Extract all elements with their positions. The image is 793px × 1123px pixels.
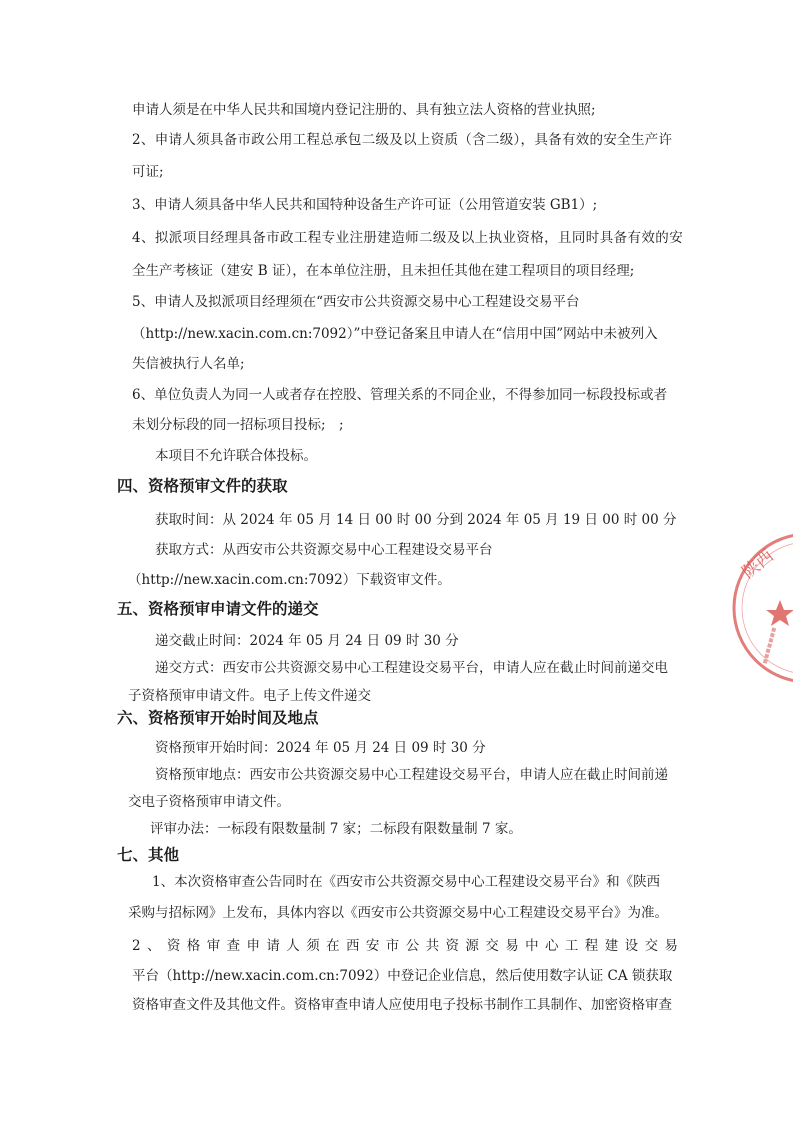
text-line-6: 全生产考核证（建安 B 证），在本单位注册，且未担任其他在建工程项目的项目经理; <box>132 263 635 279</box>
seal-number-mark: ▪▪▪▪▪▪▪ <box>759 625 779 665</box>
section-7-line-1: 1、本次资格审查公告同时在《西安市公共资源交易中心工程建设交易平台》和《陕西 <box>152 874 661 890</box>
section-7-line-2: 采购与招标网》上发布，具体内容以《西安市公共资源交易中心工程建设交易平台》为准。 <box>128 905 668 921</box>
section-7-line-5: 资格审查文件及其他文件。资格审查申请人应使用电子投标书制作工具制作、加密资格审查 <box>132 997 672 1013</box>
text-line-1: 申请人须是在中华人民共和国境内登记注册的、具有独立法人资格的营业执照; <box>132 102 596 118</box>
section-4-line-1: 获取时间：从 2024 年 05 月 14 日 00 时 00 分到 2024 年 05 月 19 日 00 时 00 分 <box>155 512 677 528</box>
text-line-7: 5、申请人及拟派项目经理须在“西安市公共资源交易中心工程建设交易平台 <box>132 294 580 310</box>
section-6-line-3: 交电子资格预审申请文件。 <box>128 794 290 810</box>
section-4-line-3: （http://new.xacin.com.cn:7092）下载资审文件。 <box>128 572 451 588</box>
section-7-line-4: 平台（http://new.xacin.com.cn:7092）中登记企业信息，然后使用数字认证 CA 锁获取 <box>132 968 673 984</box>
section-6-line-1: 资格预审开始时间：2024 年 05 月 24 日 09 时 30 分 <box>155 740 486 756</box>
section-7-line-3 <box>132 937 685 955</box>
section-4-heading: 四、资格预审文件的获取 <box>117 477 288 495</box>
section-6-heading: 六、资格预审开始时间及地点 <box>117 709 319 727</box>
seal-text: 陕西 <box>738 546 778 583</box>
text-line-2: 2、申请人须具备市政公用工程总承包二级及以上资质（含二级），具备有效的安全生产许 <box>132 132 673 148</box>
text-line-5: 4、拟派项目经理具备市政工程专业注册建造师二级及以上执业资格，且同时具备有效的安 <box>132 230 684 246</box>
section-6-line-2: 资格预审地点：西安市公共资源交易中心工程建设交易平台，申请人应在截止时间前递 <box>155 767 668 783</box>
section-7-heading: 七、其他 <box>117 846 180 864</box>
section-5-line-3: 子资格预审申请文件。电子上传文件递交 <box>128 688 371 704</box>
text-line-11: 未划分标段的同一招标项目投标; ; <box>132 417 344 433</box>
text-line-8: （http://new.xacin.com.cn:7092）”中登记备案且申请人在“信用中国”网站中未被列入 <box>132 326 658 342</box>
text-line-3: 可证; <box>132 164 164 180</box>
section-6-line-4: 评审办法：一标段有限数量制 7 家；二标段有限数量制 7 家。 <box>150 821 522 837</box>
section-5-line-2: 递交方式：西安市公共资源交易中心工程建设交易平台，申请人应在截止时间前递交电 <box>155 660 668 676</box>
section-5-line-1: 递交截止时间：2024 年 05 月 24 日 09 时 30 分 <box>155 633 459 649</box>
section-4-line-2: 获取方式：从西安市公共资源交易中心工程建设交易平台 <box>155 542 493 558</box>
text-line-9: 失信被执行人名单; <box>132 356 245 372</box>
text-line-12: 本项目不允许联合体投标。 <box>155 448 317 464</box>
section-5-heading: 五、资格预审申请文件的递交 <box>117 600 319 618</box>
seal-star <box>766 600 793 626</box>
text-line-4: 3、申请人须具备中华人民共和国特种设备生产许可证（公用管道安装 GB1）; <box>132 197 598 213</box>
official-seal <box>728 528 793 688</box>
text-line-10: 6、单位负责人为同一人或者存在控股、管理关系的不同企业，不得参加同一标段投标或者 <box>132 387 668 403</box>
section-7-line-3-text: 2、资格审查申请人须在西安市公共资源交易中心工程建设交易 <box>132 938 685 954</box>
